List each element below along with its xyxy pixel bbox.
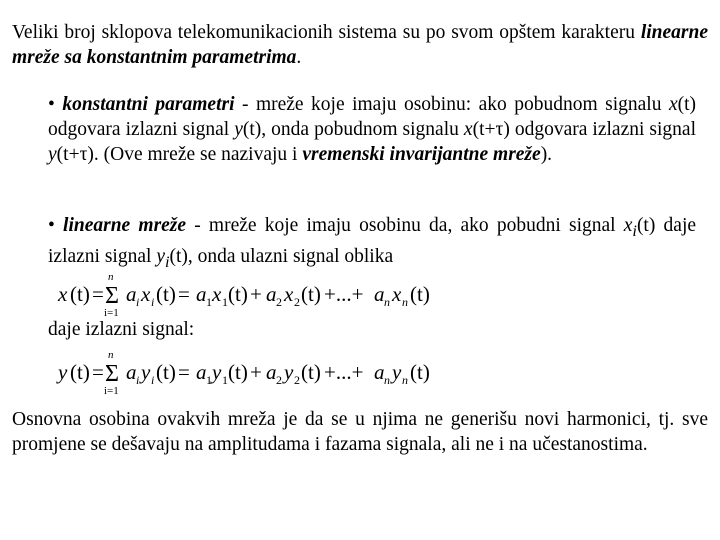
eq-equals: =: [92, 282, 104, 306]
equation-output-signal: [56, 350, 446, 396]
var-x: x: [463, 119, 473, 140]
eq-a1: a: [196, 360, 207, 384]
eq-arg1: (t): [228, 282, 248, 306]
var-y: y: [156, 245, 165, 267]
eq-sigma: Σ: [105, 361, 119, 387]
eq-lhs-arg: (t): [70, 282, 90, 306]
var-y: y: [234, 119, 243, 140]
var-subscript: i: [164, 252, 170, 271]
var-subscript: i: [632, 221, 637, 240]
eq-a1-sub: 1: [206, 373, 212, 387]
eq-arg2: (t): [301, 282, 321, 306]
eq-lhs-fn: x: [58, 282, 68, 306]
eq-sigma: Σ: [105, 283, 119, 309]
eq-y1-sub: 1: [222, 373, 228, 387]
eq-an: a: [374, 360, 385, 384]
var-x: x: [623, 215, 633, 236]
intro-bold-term: linearne mreže sa konstantnim parametrima: [12, 22, 708, 68]
bullet-term: konstantni parametri: [62, 94, 235, 115]
var-x: x: [668, 94, 678, 115]
eq-a1: a: [196, 282, 207, 306]
intro-end: .: [296, 47, 302, 68]
eq-lhs-fn: y: [58, 360, 68, 384]
eq-x1-sub: 1: [222, 295, 228, 309]
eq-term-fn-sub: i: [151, 295, 155, 309]
eq-x2: x: [284, 282, 294, 306]
eq-term-arg: (t): [156, 282, 176, 306]
eq-lhs-arg: (t): [70, 360, 90, 384]
eq-plus: +: [250, 360, 262, 384]
eq-xn-sub: n: [402, 295, 408, 309]
eq-term-fn-sub: i: [151, 373, 155, 387]
eq-an-sub: n: [384, 373, 390, 387]
intro-paragraph: [12, 20, 708, 70]
eq-arg2: (t): [301, 360, 321, 384]
eq-sum-bottom: i=1: [104, 307, 119, 318]
eq-arg1: (t): [228, 360, 248, 384]
eq-argn: (t): [410, 360, 430, 384]
bullet-text: (t), onda ulazni signal oblika: [169, 245, 394, 267]
intro-text: Veliki broj sklopova telekomunikacionih sistema su po svom opštem karakteru: [12, 22, 641, 43]
eq-yn-sub: n: [402, 373, 408, 387]
eq-term-fn: y: [141, 360, 151, 384]
eq-equals-2: =: [178, 282, 190, 306]
bullet-linear-networks: [48, 213, 696, 275]
eq-xn: x: [392, 282, 402, 306]
eq-term-a: a: [126, 282, 137, 306]
eq-plus: +: [250, 282, 262, 306]
var-y: y: [48, 144, 57, 165]
bullet-text: - mreže koje imaju osobinu: ako pobudnom signalu: [234, 94, 669, 115]
eq-x1: x: [212, 282, 222, 306]
eq-term-arg: (t): [156, 360, 176, 384]
eq-a2-sub: 2: [276, 373, 282, 387]
eq-sum-top: n: [108, 350, 114, 361]
eq-y2: y: [284, 360, 294, 384]
output-signal-label: daje izlazni signal:: [48, 319, 195, 340]
bullet-mark: •: [48, 94, 55, 115]
bullet-text: (t) daje izlazni signal: [48, 215, 697, 267]
eq-argn: (t): [410, 282, 430, 306]
eq-sum-bottom: i=1: [104, 385, 119, 396]
eq-x2-sub: 2: [294, 295, 300, 309]
bullet-text: (t), onda pobudnom signalu: [242, 119, 464, 140]
bullet-text: - mreže koje imaju osobinu da, ako pobudni signal: [186, 215, 624, 236]
eq-an: a: [374, 282, 385, 306]
equation-input-signal: [56, 272, 446, 318]
bullet-term-2: vremenski invarijantne mreže: [302, 144, 541, 165]
eq-sum-top: n: [108, 272, 114, 283]
eq-a2-sub: 2: [276, 295, 282, 309]
bullet-text: ).: [540, 144, 553, 165]
bullet-mark: •: [48, 215, 55, 236]
bullet-text: (t+τ). (Ove mreže se nazivaju i: [56, 144, 303, 165]
eq-y1: y: [212, 360, 222, 384]
eq-equals: =: [92, 360, 104, 384]
conclusion-paragraph: Osnovna osobina ovakvih mreža je da se u njima ne generišu novi harmonici, tj. sve promjene se dešavaju na amplitudama i fazama signala, ali ne i na učestanostima.: [12, 409, 708, 455]
eq-a1-sub: 1: [206, 295, 212, 309]
eq-term-a: a: [126, 360, 137, 384]
bullet-text: (t+τ) odgovara izlazni signal: [472, 119, 697, 140]
eq-term-fn: x: [141, 282, 151, 306]
eq-term-a-sub: i: [136, 373, 140, 387]
eq-an-sub: n: [384, 295, 390, 309]
eq-a2: a: [266, 282, 277, 306]
eq-plus-dots: +...+: [324, 360, 364, 384]
eq-y2-sub: 2: [294, 373, 300, 387]
bullet-text: (t) odgovara izlazni signal: [48, 94, 696, 140]
eq-equals-2: =: [178, 360, 190, 384]
eq-plus-dots: +...+: [324, 282, 364, 306]
eq-term-a-sub: i: [136, 295, 140, 309]
bullet-term: linearne mreže: [63, 215, 187, 236]
bullet-constant-parameters: [48, 92, 696, 167]
eq-a2: a: [266, 360, 277, 384]
eq-yn: y: [392, 360, 402, 384]
